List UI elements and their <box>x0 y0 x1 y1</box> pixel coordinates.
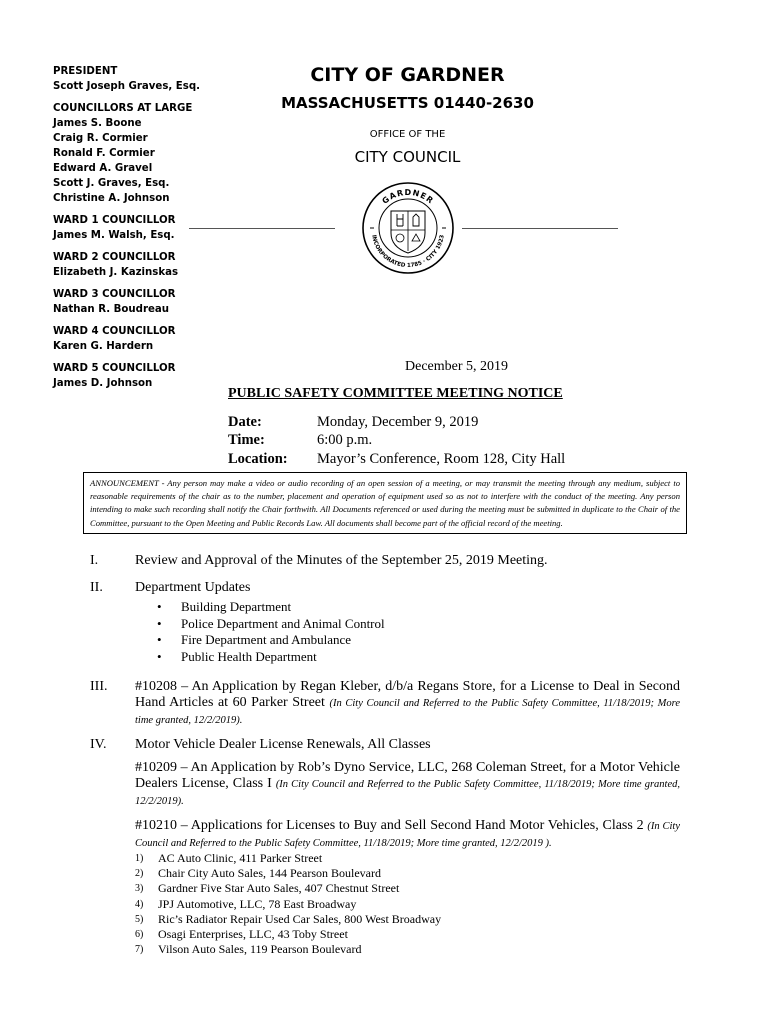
roster-name: Nathan R. Boudreau <box>53 304 170 315</box>
agenda-item-4-number: IV. <box>90 737 107 752</box>
time-value: 6:00 p.m. <box>317 432 373 448</box>
roster-title: WARD 4 COUNCILLOR <box>53 326 176 337</box>
agenda-item-4-sub2 <box>135 818 680 852</box>
department-list <box>157 599 385 665</box>
dealer-entry: AC Auto Clinic, 411 Parker Street <box>158 851 323 865</box>
list-number: 5) <box>135 913 144 925</box>
office-of-label: OFFICE OF THE <box>369 129 446 140</box>
agenda-item-1-number: I. <box>90 553 99 568</box>
list-number: 3) <box>135 883 144 895</box>
list-number: 1) <box>135 853 144 864</box>
header-rule-left <box>189 228 335 229</box>
roster-title: WARD 1 COUNCILLOR <box>53 215 176 226</box>
roster-name: Elizabeth J. Kazinskas <box>53 267 179 278</box>
agenda-item-3-text: #10208 – An Application by Regan Kleber, d/b/a Regans Store, for a License to Deal in Second Hand Articles at 60 Parker Street <box>135 679 680 710</box>
roster-name: Scott J. Graves, Esq. <box>53 178 170 189</box>
roster-name: Scott Joseph Graves, Esq. <box>53 81 200 92</box>
time-label: Time: <box>228 432 265 448</box>
recording-announcement: ANNOUNCEMENT - Any person may make a video or audio recording of an open session of a meeting, or may transmit the meeting through any medium, subject to reasonable requirements of the chair as to the number, placement and operation of equipment used so as not to interfere with the conduct of the meeting. Any person intending to make such recording shall notify the Chair forthwith. All Documents referenced or used during the meeting must be submitted in duplicate to the Chair of the Committee, pursuant to the Open Meeting and Public Records Law. All documents shall become part of the official record of the meeting. <box>83 472 687 534</box>
list-item <box>135 942 441 957</box>
dealer-list <box>135 851 441 957</box>
roster-title: PRESIDENT <box>53 66 118 77</box>
city-council-title: CITY COUNCIL <box>354 148 461 166</box>
list-number: 2) <box>135 868 144 880</box>
agenda-item-3-number: III. <box>90 679 108 694</box>
list-item <box>135 897 441 912</box>
list-number: 4) <box>135 898 144 910</box>
meeting-title: PUBLIC SAFETY COMMITTEE MEETING NOTICE <box>228 386 563 401</box>
list-item <box>135 927 441 942</box>
header-rule-right <box>462 228 618 229</box>
dealer-entry: Chair City Auto Sales, 144 Pearson Boulevard <box>158 866 381 881</box>
agenda-item-4-sub1 <box>135 760 680 810</box>
agenda-item-1-text: Review and Approval of the Minutes of the September 25, 2019 Meeting. <box>135 553 548 568</box>
roster-group-ward-3 <box>53 287 233 317</box>
roster-name: James S. Boone <box>53 118 142 129</box>
dealer-entry: Osagi Enterprises, LLC, 43 Toby Street <box>158 927 348 942</box>
agenda-item-2-text: Department Updates <box>135 580 251 595</box>
agenda-item-2-number: II. <box>90 580 103 595</box>
sub2-text: #10210 – Applications for Licenses to Buy and Sell Second Hand Motor Vehicles, Class 2 <box>135 818 644 833</box>
roster-name: Craig R. Cormier <box>53 133 148 144</box>
list-item: • Public Health Department <box>157 649 385 666</box>
roster-name: James M. Walsh, Esq. <box>53 230 175 241</box>
councillor-roster <box>53 64 233 398</box>
svg-text:INCORPORATED 1785 · CITY 1923: INCORPORATED 1785 · CITY 1923 <box>370 234 446 270</box>
location-value: Mayor’s Conference, Room 128, City Hall <box>317 451 566 467</box>
roster-group-ward-5 <box>53 361 233 391</box>
roster-name: Christine A. Johnson <box>53 193 170 204</box>
roster-name: James D. Johnson <box>53 378 153 389</box>
list-item <box>135 881 441 896</box>
roster-group-at-large <box>53 101 233 206</box>
date-label: Date: <box>228 414 262 430</box>
list-item: • Police Department and Animal Control <box>157 616 385 633</box>
city-seal-logo <box>361 181 455 275</box>
state-zip-line: MASSACHUSETTS 01440-2630 <box>281 94 534 112</box>
agenda-item-4-text: Motor Vehicle Dealer License Renewals, All Classes <box>135 737 431 752</box>
roster-name: Ronald F. Cormier <box>53 148 155 159</box>
notice-date: December 5, 2019 <box>405 359 509 374</box>
roster-title: WARD 5 COUNCILLOR <box>53 363 176 374</box>
roster-name: Edward A. Gravel <box>53 163 153 174</box>
sub1-note: (In City Council and Referred to the Public Safety Committee, 11/18/2019; More time granted, 12/2/2019). <box>135 779 680 807</box>
roster-group-ward-4 <box>53 324 233 354</box>
location-label: Location: <box>228 451 288 467</box>
agenda-item-3-block <box>135 679 680 729</box>
agenda-item-3-note: (In City Council and Referred to the Public Safety Committee, 11/18/2019; More time granted, 12/2/2019). <box>135 698 680 726</box>
sub2-note: (In City Council and Referred to the Public Safety Committee, 11/18/2019; More time granted, 12/2/2019 ). <box>135 821 681 849</box>
city-name: CITY OF GARDNER <box>310 64 505 86</box>
dealer-entry: Vilson Auto Sales, 119 Pearson Boulevard <box>158 942 362 957</box>
dealer-entry: Gardner Five Star Auto Sales, 407 Chestnut Street <box>158 881 400 896</box>
list-item <box>135 866 441 881</box>
roster-group-ward-2 <box>53 250 233 280</box>
dealer-entry: JPJ Automotive, LLC, 78 East Broadway <box>158 896 357 911</box>
list-number: 6) <box>135 929 144 941</box>
dealer-entry: Ric’s Radiator Repair Used Car Sales, 800 West Broadway <box>158 911 442 926</box>
roster-name: Karen G. Hardern <box>53 341 154 352</box>
date-value: Monday, December 9, 2019 <box>317 414 479 430</box>
list-item: • Building Department <box>157 599 385 616</box>
list-number: 7) <box>135 944 144 956</box>
list-item <box>135 912 441 927</box>
roster-title: WARD 2 COUNCILLOR <box>53 252 176 263</box>
roster-title: WARD 3 COUNCILLOR <box>53 289 176 300</box>
roster-group-president <box>53 64 233 94</box>
list-item <box>135 851 441 866</box>
svg-text:GARDNER: GARDNER <box>380 187 436 206</box>
roster-title: COUNCILLORS AT LARGE <box>53 103 193 114</box>
list-item: • Fire Department and Ambulance <box>157 632 385 649</box>
sub1-text: #10209 – An Application by Rob’s Dyno Service, LLC, 268 Coleman Street, for a Motor Vehicle Dealers License, Class I <box>135 760 680 791</box>
